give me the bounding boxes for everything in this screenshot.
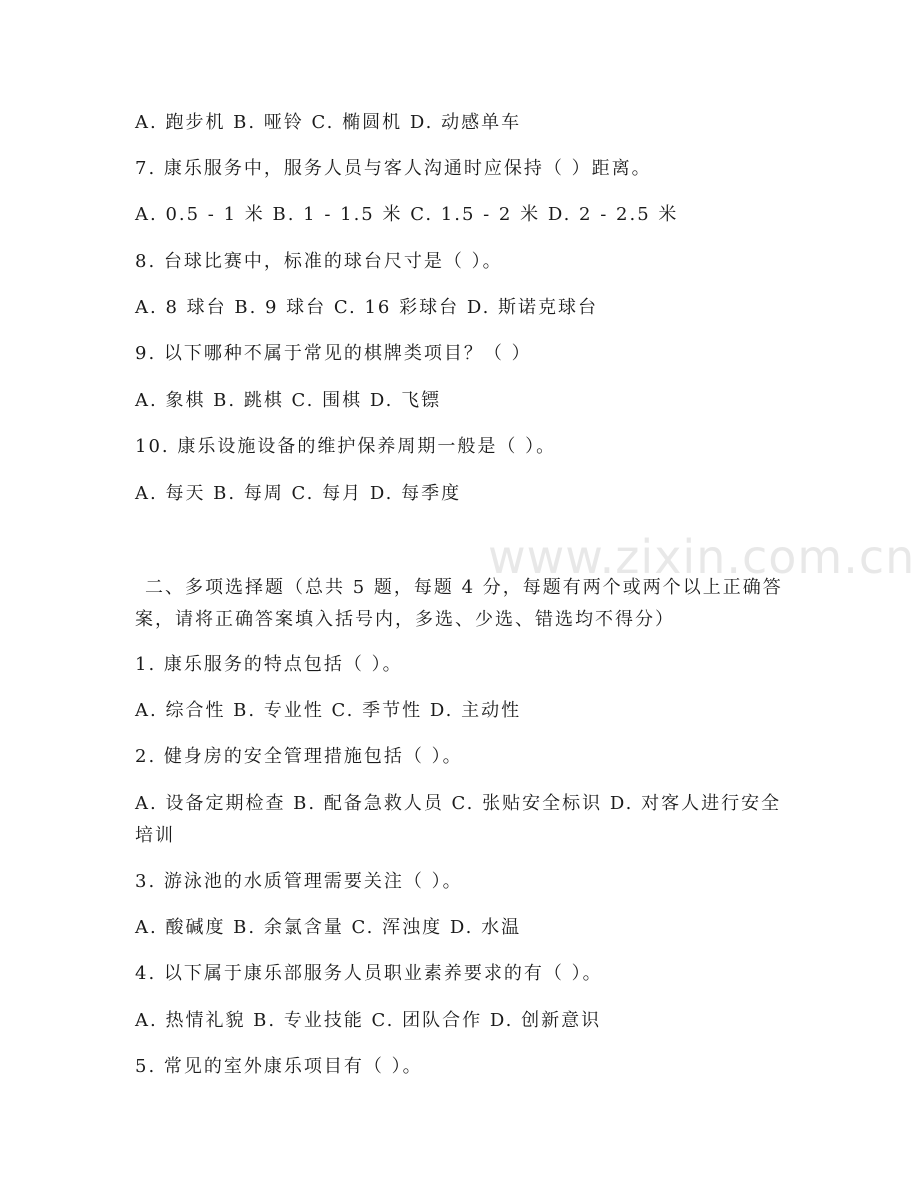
question-text: 7. 康乐服务中，服务人员与客人沟通时应保持（ ）距离。 [135, 158, 652, 179]
question-text: 5. 常见的室外康乐项目有（ ）。 [135, 1056, 423, 1077]
question-text: 9. 以下哪种不属于常见的棋牌类项目？（ ） [135, 343, 532, 364]
watermark: www.zixin.com.cn [488, 530, 916, 584]
section-heading: 二、多项选择题（总共 5 题，每题 4 分，每题有两个或两个以上正确答案，请将正确答案填入括号内，多选、少选、错选均不得分） [135, 577, 783, 630]
answer-options: A. 跑步机 B. 哑铃 C. 椭圆机 D. 动感单车 [135, 112, 522, 133]
question-text: 10. 康乐设施设备的维护保养周期一般是（ ）。 [135, 436, 557, 457]
question-text: 8. 台球比赛中，标准的球台尺寸是（ ）。 [135, 251, 503, 272]
answer-options: A. 8 球台 B. 9 球台 C. 16 彩球台 D. 斯诺克球台 [135, 297, 599, 318]
answer-options: A. 0.5 - 1 米 B. 1 - 1.5 米 C. 1.5 - 2 米 D. 2 - 2.5 米 [135, 204, 679, 225]
question-text: 4. 以下属于康乐部服务人员职业素养要求的有（ ）。 [135, 963, 603, 984]
answer-options: A. 酸碱度 B. 余氯含量 C. 浑浊度 D. 水温 [135, 917, 522, 938]
answer-options: A. 综合性 B. 专业性 C. 季节性 D. 主动性 [135, 700, 522, 721]
question-text: 1. 康乐服务的特点包括（ ）。 [135, 654, 403, 675]
answer-options: A. 象棋 B. 跳棋 C. 围棋 D. 飞镖 [135, 390, 442, 411]
answer-options: A. 热情礼貌 B. 专业技能 C. 团队合作 D. 创新意识 [135, 1010, 602, 1031]
question-text: 3. 游泳池的水质管理需要关注（ ）。 [135, 871, 463, 892]
answer-options: A. 设备定期检查 B. 配备急救人员 C. 张贴安全标识 D. 对客人进行安全培训 [135, 793, 782, 846]
answer-options: A. 每天 B. 每周 C. 每月 D. 每季度 [135, 483, 462, 504]
question-text: 2. 健身房的安全管理措施包括（ ）。 [135, 746, 463, 767]
